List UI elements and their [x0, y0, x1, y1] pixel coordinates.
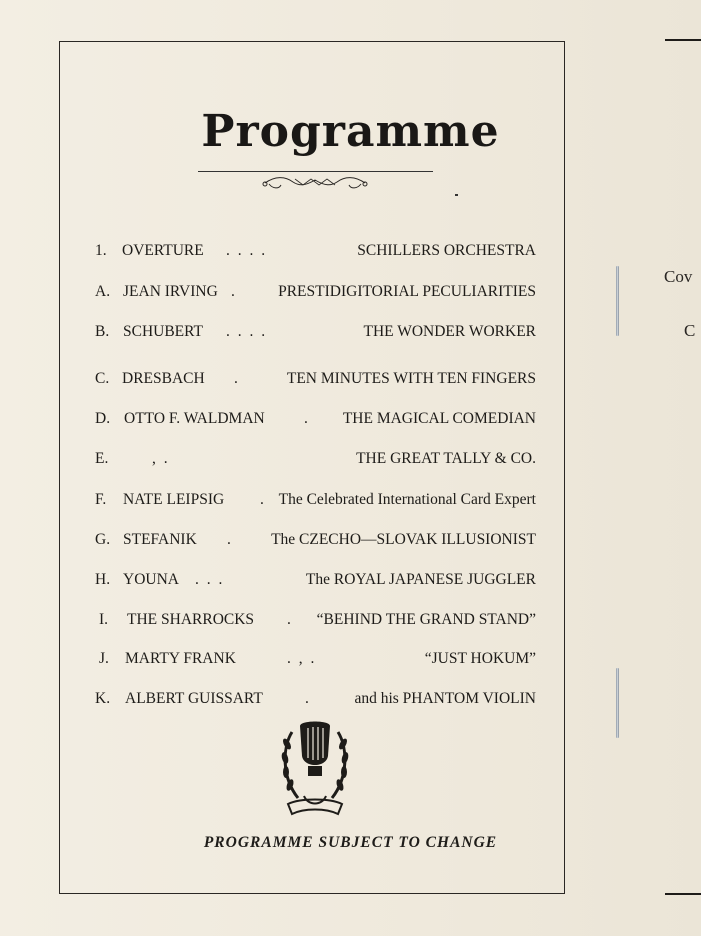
leader-dots: . . . . — [226, 242, 268, 259]
performer-name: THE SHARROCKS — [127, 611, 255, 628]
act-key: I. — [99, 611, 109, 628]
performer-name: NATE LEIPSIG — [123, 491, 225, 508]
next-page-text-fragment: Cov — [664, 267, 693, 286]
leader-dots: . — [231, 283, 237, 300]
act-description: THE MAGICAL COMEDIAN — [342, 410, 536, 427]
performer-name: JEAN IRVING — [123, 283, 218, 300]
act-key: C. — [95, 370, 110, 387]
performer-name: STEFANIK — [123, 531, 197, 548]
act-description: TEN MINUTES WITH TEN FINGERS — [286, 370, 536, 387]
leader-dots: . — [260, 491, 266, 508]
act-row — [0, 324, 701, 344]
upper-staple — [616, 266, 619, 336]
act-row — [0, 691, 701, 711]
act-description: The ROYAL JAPANESE JUGGLER — [305, 571, 536, 588]
programme-subject-to-change-note: PROGRAMME SUBJECT TO CHANGE — [203, 834, 498, 851]
act-description: SCHILLERS ORCHESTRA — [357, 242, 536, 259]
act-description: The Celebrated International Card Expert — [278, 491, 536, 508]
leader-dots: . . . . — [226, 323, 268, 340]
act-row — [0, 371, 701, 391]
act-key: J. — [99, 650, 109, 667]
performer-name: YOUNA — [123, 571, 179, 588]
programme-title: Programme — [201, 106, 500, 157]
act-description: The CZECHO—SLOVAK ILLUSIONIST — [271, 531, 536, 548]
lower-staple — [616, 668, 619, 738]
act-key: B. — [95, 323, 110, 340]
act-key: H. — [95, 571, 111, 588]
act-row — [0, 451, 701, 471]
act-description: and his PHANTOM VIOLIN — [354, 690, 536, 707]
act-row — [0, 284, 701, 304]
act-key: 1. — [95, 242, 107, 259]
act-key: D. — [95, 410, 111, 427]
act-row — [0, 411, 701, 431]
leader-dots: . — [304, 410, 310, 427]
performer-name: ALBERT GUISSART — [125, 690, 263, 707]
next-page-text-fragment: C — [684, 321, 696, 340]
stray-dot — [455, 194, 458, 196]
act-key: K. — [95, 690, 111, 707]
performer-name: OTTO F. WALDMAN — [124, 410, 265, 427]
act-row — [0, 651, 701, 671]
leader-dots: . — [227, 531, 233, 548]
next-page-bottom-rule — [665, 893, 701, 895]
act-row — [0, 492, 701, 512]
act-key: G. — [95, 531, 111, 548]
performer-name: DRESBACH — [122, 370, 205, 387]
leader-dots: . — [305, 690, 311, 707]
leader-dots: , . — [152, 450, 170, 467]
leader-dots: . — [234, 370, 240, 387]
act-description: “BEHIND THE GRAND STAND” — [316, 611, 536, 628]
act-row — [0, 612, 701, 632]
next-page-top-rule — [665, 39, 701, 41]
act-description: THE WONDER WORKER — [363, 323, 536, 340]
act-row — [0, 532, 701, 552]
leader-dots: . — [287, 611, 293, 628]
act-key: F. — [95, 491, 107, 508]
title-underline — [198, 171, 433, 173]
performer-name: SCHUBERT — [123, 323, 204, 340]
act-row — [0, 243, 701, 263]
act-description: THE GREAT TALLY & CO. — [356, 450, 536, 467]
act-key: E. — [95, 450, 109, 467]
act-row — [0, 572, 701, 592]
act-description: PRESTIDIGITORIAL PECULIARITIES — [278, 283, 536, 300]
leader-dots: . , . — [287, 650, 317, 667]
performer-name: MARTY FRANK — [125, 650, 236, 667]
leader-dots: . . . — [195, 571, 225, 588]
act-key: A. — [95, 283, 111, 300]
ornamental-flourish-icon — [255, 174, 375, 192]
act-description: “JUST HOKUM” — [424, 650, 536, 667]
performer-name: OVERTURE — [122, 242, 204, 259]
lyre-laurel-emblem-icon — [278, 718, 352, 822]
